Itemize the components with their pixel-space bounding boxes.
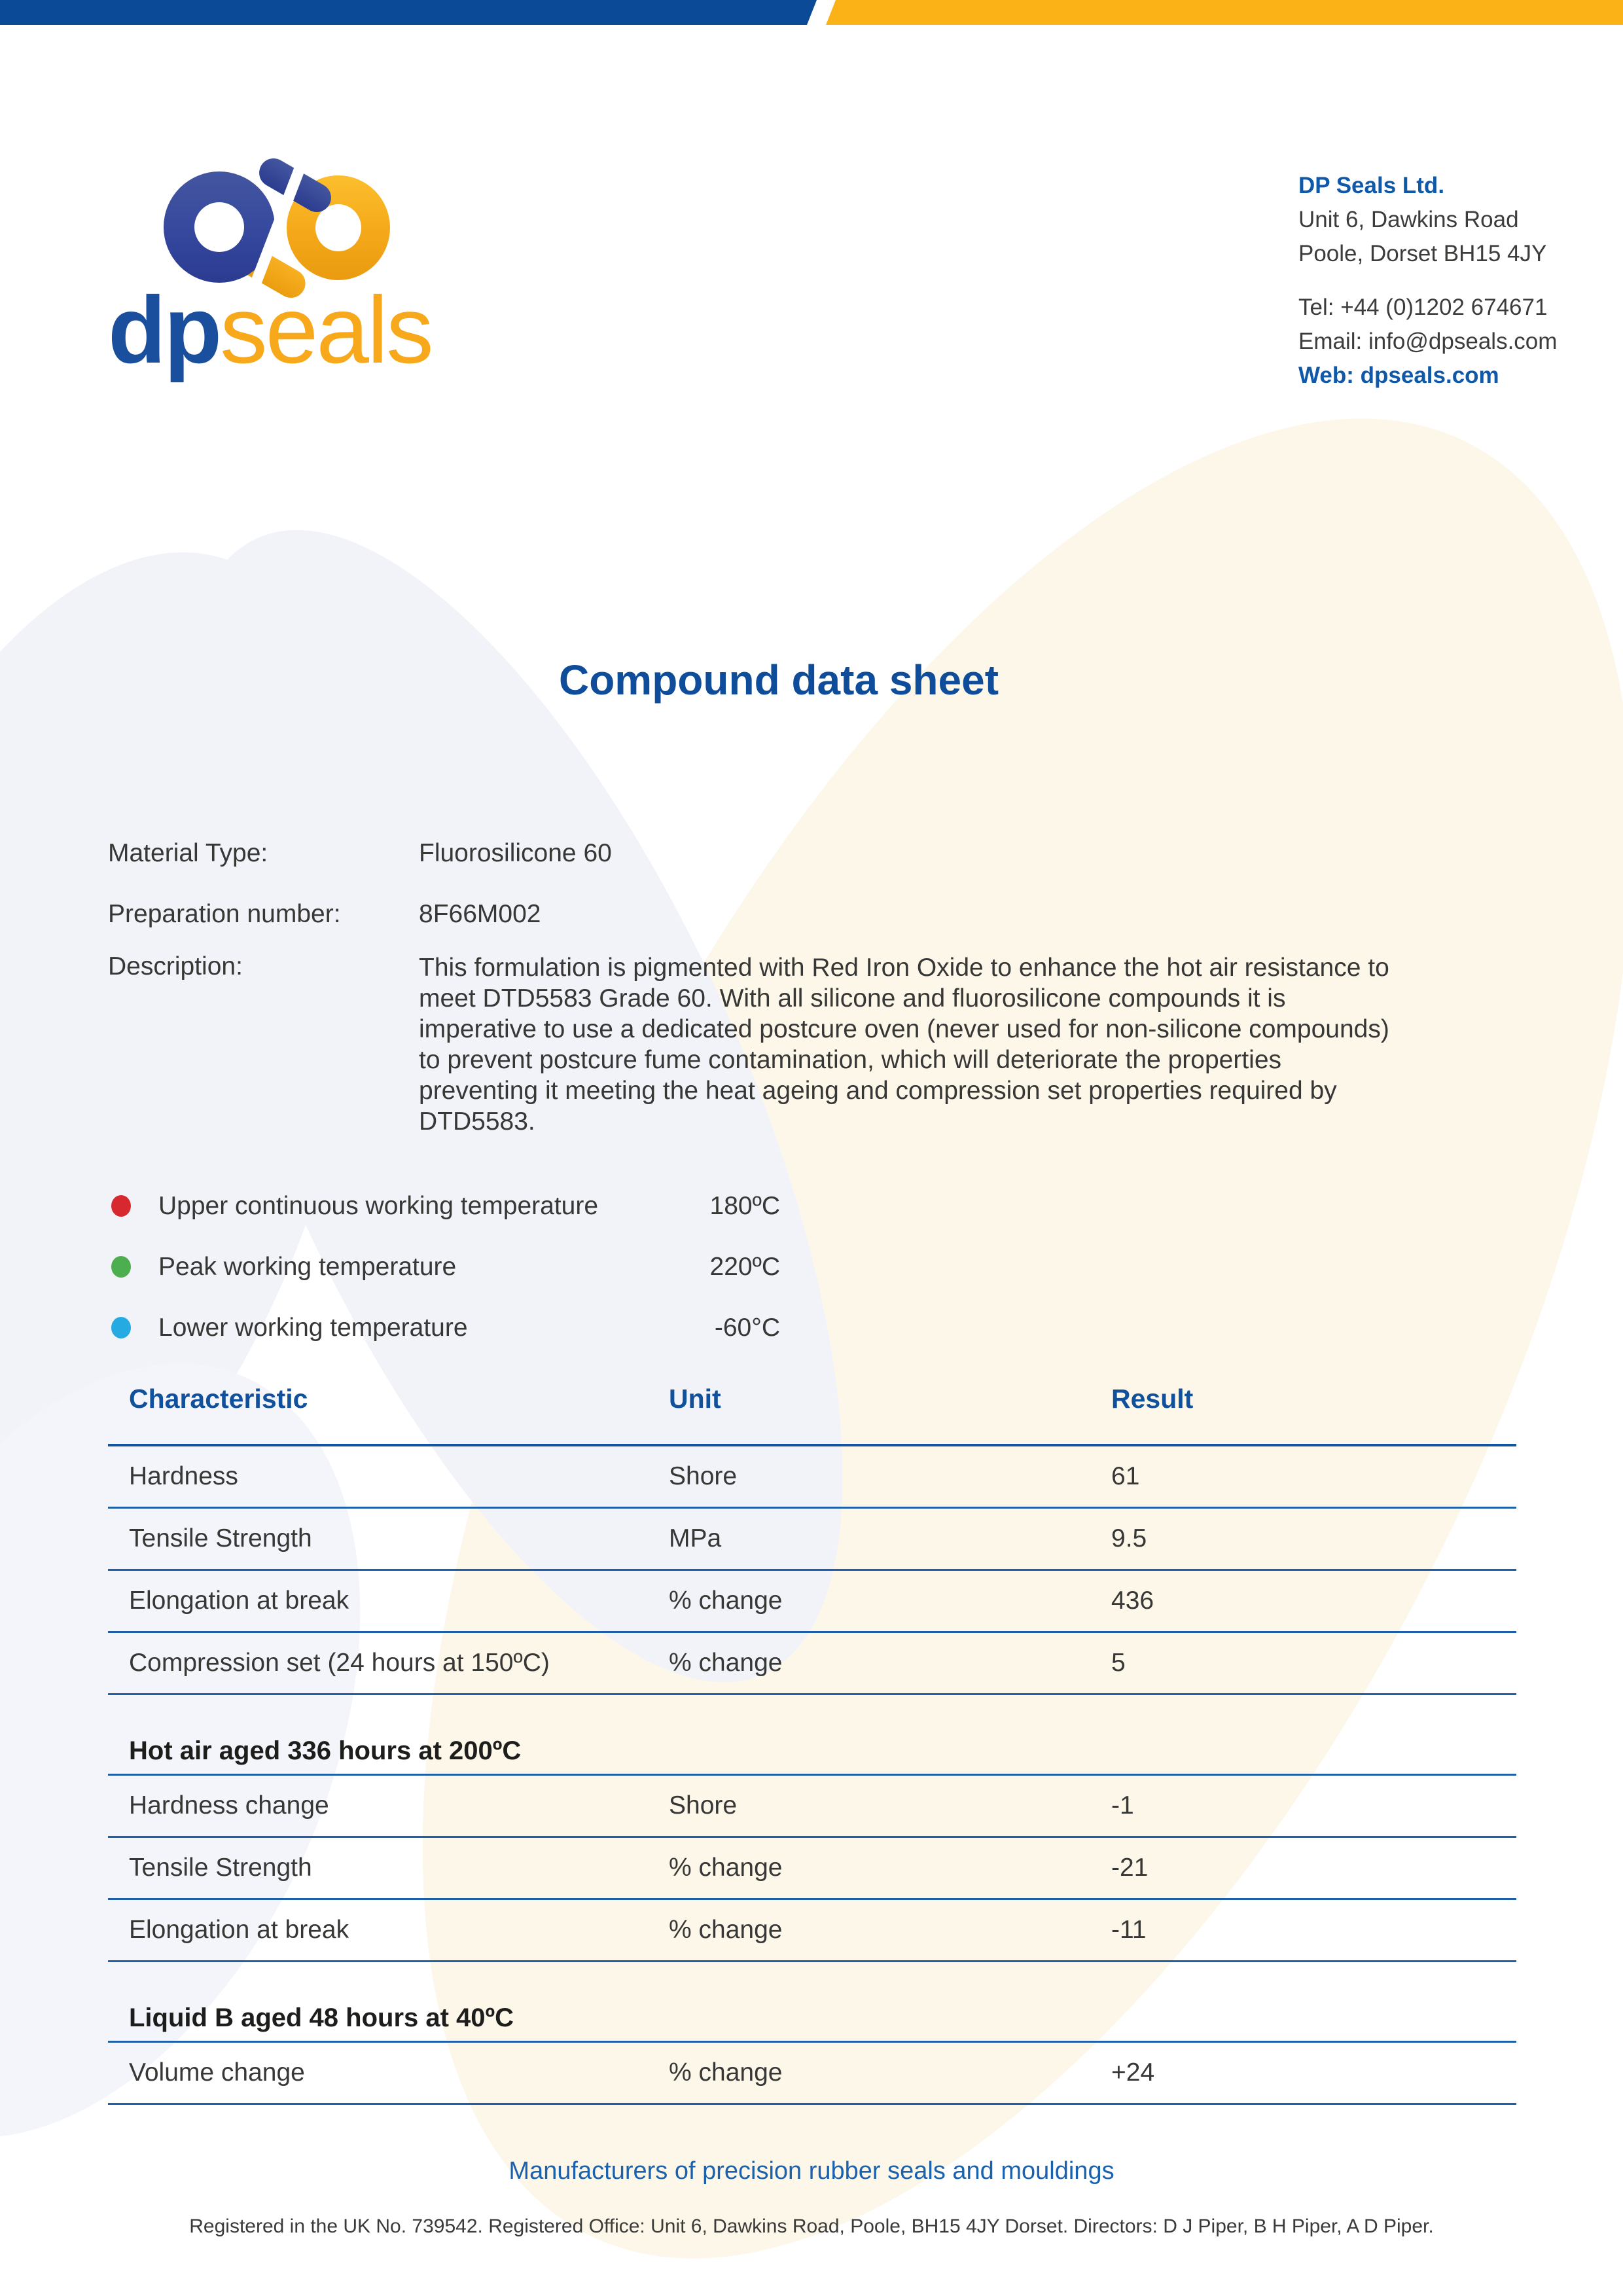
description-label: Description:: [108, 952, 243, 980]
table-row: [108, 1776, 1516, 1838]
cell-unit: MPa: [669, 1524, 722, 1552]
table-row: [108, 2043, 1516, 2105]
cell-characteristic: Elongation at break: [129, 1587, 349, 1615]
bullet-label: Upper continuous working temperature: [158, 1191, 599, 1220]
cell-characteristic: Compression set (24 hours at 150ºC): [129, 1649, 550, 1677]
cell-unit: Shore: [669, 1462, 738, 1490]
contact-spacer: [1298, 271, 1557, 291]
cell-characteristic: Volume change: [129, 2058, 305, 2087]
bullet-value: 220ºC: [709, 1252, 780, 1281]
cell-unit: % change: [669, 1649, 783, 1677]
material-type-value: Fluorosilicone 60: [419, 839, 612, 867]
logo-wordmark-seals: seals: [220, 277, 432, 383]
green-bullet-icon: [111, 1256, 131, 1278]
bullet-value: 180ºC: [709, 1191, 780, 1220]
email-line: Email: info@dpseals.com: [1298, 329, 1558, 354]
web-line: Web: dpseals.com: [1298, 363, 1499, 388]
page-title: Compound data sheet: [558, 656, 999, 704]
cell-result: -21: [1111, 1854, 1149, 1882]
section-header-hot-air: Hot air aged 336 hours at 200ºC: [108, 1731, 1516, 1776]
cell-characteristic: Elongation at break: [129, 1916, 349, 1944]
dp-seals-logo: [108, 160, 527, 396]
table-row: [108, 1838, 1516, 1900]
peak-temp-bullet: [111, 1236, 780, 1297]
description-value: This formulation is pigmented with Red Iron Oxide to enhance the hot air resistance to meet DTD5583 Grade 60. With all silicone and fluorosilicone compounds it is imperative to use a dedicated postcure oven (never used for non-silicone compounds) to prevent postcure fume contamination, which will deteriorate the properties preventing it meeting the heat ageing and compression set properties required by DTD5583.: [419, 954, 1389, 1136]
preparation-number-value: 8F66M002: [419, 900, 541, 928]
column-header-result: Result: [1111, 1384, 1194, 1414]
table-section-spacer: [108, 1695, 1516, 1731]
table-row: [108, 1900, 1516, 1962]
preparation-number-row: [108, 900, 541, 929]
cell-result: 9.5: [1111, 1524, 1147, 1552]
address-line-2: Poole, Dorset BH15 4JY: [1298, 241, 1547, 266]
top-brand-bar: [0, 0, 1623, 25]
table-header-row: [108, 1374, 1516, 1446]
cell-characteristic: Hardness: [129, 1462, 238, 1490]
bullet-value: -60°C: [714, 1313, 780, 1342]
table-row: [108, 1633, 1516, 1695]
cell-unit: % change: [669, 1854, 783, 1882]
table-row: [108, 1446, 1516, 1509]
lower-temp-bullet: [111, 1297, 780, 1358]
footer-legal-line: Registered in the UK No. 739542. Registered Office: Unit 6, Dawkins Road, Poole, BH15 4JY Dorset. Directors: D J Piper, B H Piper, A D Piper.: [189, 2215, 1434, 2237]
results-table: [108, 1374, 1516, 2105]
cell-characteristic: Tensile Strength: [129, 1524, 312, 1552]
material-type-label: Material Type:: [108, 839, 268, 867]
bullet-label: Peak working temperature: [158, 1252, 457, 1281]
topbar-blue-segment: [0, 0, 817, 25]
logo-wordmark: [108, 264, 432, 397]
cell-characteristic: Hardness change: [129, 1791, 329, 1820]
material-type-row: [108, 839, 612, 868]
preparation-number-label: Preparation number:: [108, 900, 341, 928]
bullet-label: Lower working temperature: [158, 1313, 468, 1342]
cell-result: 5: [1111, 1649, 1126, 1677]
cell-result: +24: [1111, 2058, 1155, 2087]
logo-wordmark-dp: dp: [108, 277, 221, 383]
cell-result: 61: [1111, 1462, 1140, 1490]
company-name: DP Seals Ltd.: [1298, 173, 1445, 198]
footer-tagline: Manufacturers of precision rubber seals and mouldings: [508, 2157, 1115, 2185]
cell-unit: % change: [669, 1587, 783, 1615]
cell-unit: % change: [669, 2058, 783, 2087]
description-row: [108, 952, 1404, 1137]
cell-unit: % change: [669, 1916, 783, 1944]
cell-characteristic: Tensile Strength: [129, 1854, 312, 1882]
section-header-liquid-b: Liquid B aged 48 hours at 40ºC: [108, 1998, 1516, 2043]
contact-block: [1298, 169, 1557, 393]
cell-result: -11: [1111, 1916, 1147, 1944]
upper-temp-bullet: [111, 1175, 780, 1236]
cell-unit: Shore: [669, 1791, 738, 1820]
topbar-orange-segment: [826, 0, 1623, 25]
cell-result: 436: [1111, 1587, 1154, 1615]
blue-bullet-icon: [111, 1317, 131, 1338]
cell-result: -1: [1111, 1791, 1134, 1820]
table-row: [108, 1571, 1516, 1633]
table-section-spacer: [108, 1962, 1516, 1998]
tel-line: Tel: +44 (0)1202 674671: [1298, 295, 1548, 320]
temperature-bullets: [111, 1175, 780, 1358]
address-line-1: Unit 6, Dawkins Road: [1298, 207, 1519, 232]
red-bullet-icon: [111, 1195, 131, 1217]
column-header-characteristic: Characteristic: [129, 1384, 308, 1414]
column-header-unit: Unit: [669, 1384, 721, 1414]
table-row: [108, 1509, 1516, 1571]
